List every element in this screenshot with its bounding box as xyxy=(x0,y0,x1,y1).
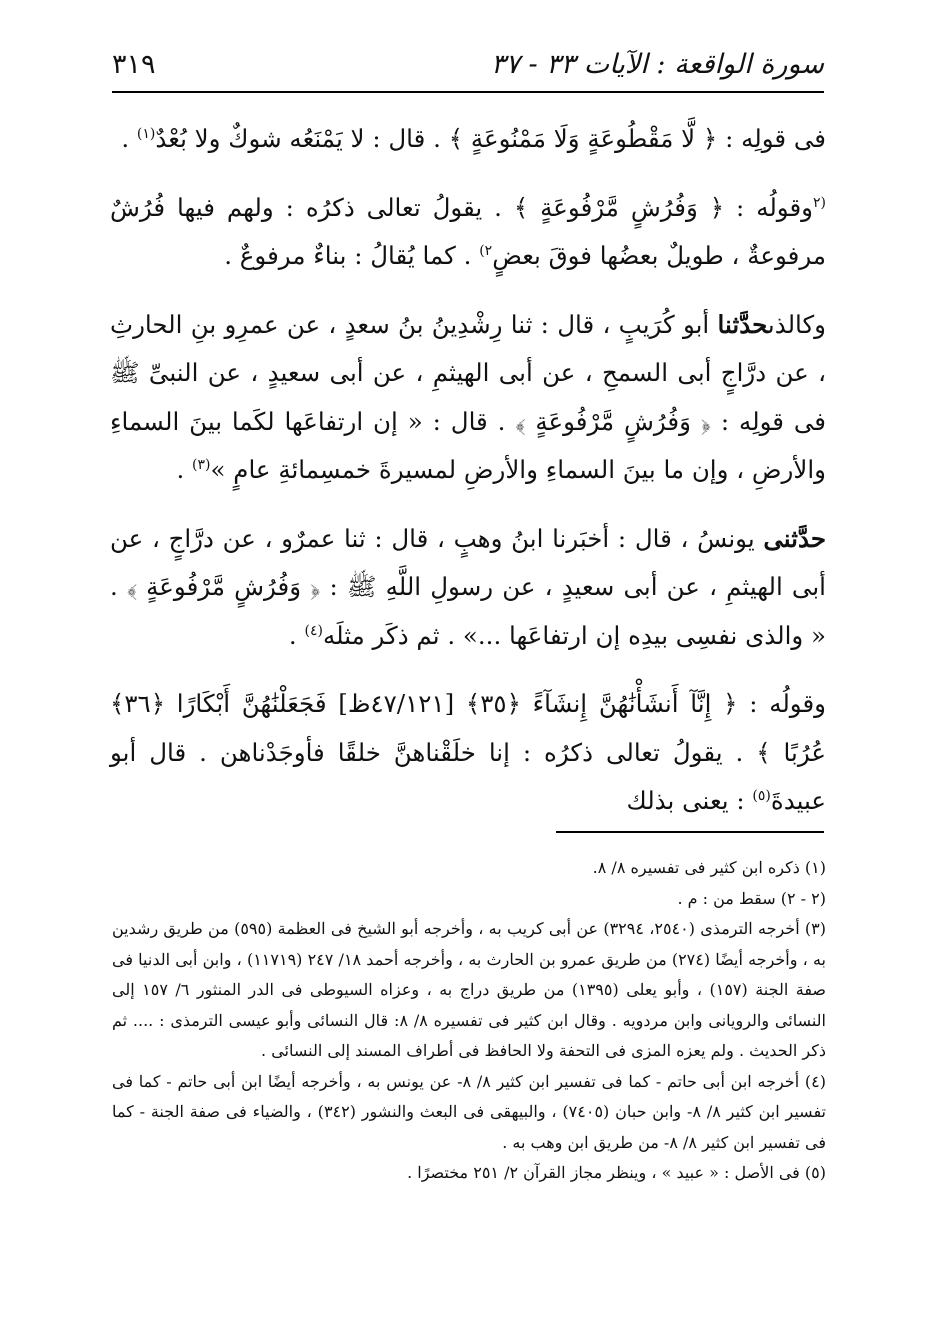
footnote-3: (٣) أخرجه الترمذى (٢٥٤٠، ٣٢٩٤) عن أبى كريب به ، وأخرجه أبو الشيخ فى العظمة (٥٩٥) من طريق رشدين به ، وأخرجه أيضًا (٢٧٤) من طريق عمرو بن الحارث به ، وأخرجه أحمد ١٨/ ٢٤٧ (١١٧١٩) ، وابن أبى الدنيا فى صفة الجنة (١٥٧) ، وأبو يعلى (١٣٩٥) من طريق دراج به ، وعزاه السيوطى فى الدر المنثور ٦/ ١٥٧ إلى النسائى والرويانى وابن مردويه . وقال ابن كثير فى تفسيره ٨/ ٨: قال النسائى وأبو عيسى الترمذى : .... ثم ذكر الحديث . ولم يعزه المزى فى التحفة ولا الحافظ فى أطراف المسند إلى النسائى . xyxy=(112,919,827,1060)
text-run: وقولُه : xyxy=(749,689,826,718)
footnote-marker: (٥) xyxy=(752,787,771,804)
quran-quote: ﴿ وَفُرُشٍ مَّرْفُوعَةٍ ﴾ xyxy=(513,192,725,222)
footnote-2: (٢ - ٢) سقط من : م . xyxy=(677,888,826,908)
text-run: . xyxy=(121,124,130,153)
omission-marker-start: (٢ xyxy=(813,194,826,211)
text-run: . « والذى نفسِى بيدِه إن ارتفاعَها ...» . ثم ذكَر مثلَه xyxy=(110,572,826,650)
text-run: : يعنى بذلك xyxy=(626,786,745,815)
main-text xyxy=(110,115,826,846)
quran-quote: ﴿ إِنَّآ أَنشَأْنَٰهُنَّ إِنشَآءً ﴿٣٥﴾ xyxy=(465,689,738,718)
text-run: أبو كُرَيبٍ ، قال : ثنا رِشْدِينُ بنُ سعدٍ ، عن عمرِو بنِ الحارثِ ، عن درَّاجٍ أبى السمحِ ، عن أبى الهيثمِ ، عن أبى سعيدٍ ، عن النبىِّ ﷺ فى قولِه : xyxy=(110,309,826,436)
footnote-4: (٤) أخرجه ابن أبى حاتم - كما فى تفسير ابن كثير ٨/ ٨- عن يونس به ، وأخرجه أيضًا ابن أبى حاتم - كما فى تفسير ابن كثير ٨/ ٨- وابن حبان (٧٤٠٥) ، والبيهقى فى البعث والنشور (٣٤٢) ، والضياء فى صفة الجنة - كما فى تفسير ابن كثير ٨/ ٨- من طريق ابن وهب به . xyxy=(112,1071,827,1152)
paragraph-2 xyxy=(110,184,826,281)
paragraph-4 xyxy=(110,515,826,661)
footnote-marker: (٣) xyxy=(192,456,211,473)
paragraph-1 xyxy=(110,115,826,164)
footnote-1: (١) ذكره ابن كثير فى تفسيره ٨/ ٨. xyxy=(592,858,826,877)
omission-marker-end: ٢) xyxy=(479,242,493,259)
text-run: . كما يُقالُ : بناءٌ مرفوعٌ . xyxy=(224,241,472,270)
footnote-marker: (٤) xyxy=(304,622,323,639)
footnotes xyxy=(112,853,826,1189)
footnote-marker: (١) xyxy=(136,125,156,142)
page-number: ٣١٩ xyxy=(112,49,156,80)
text-run: فى قولِه : xyxy=(725,124,826,153)
quran-quote: فَجَعَلْنَٰهُنَّ أَبْكَارًا ﴿٣٦﴾ عُرُبًا ﴾ xyxy=(110,689,826,767)
paragraph-3 xyxy=(110,301,826,495)
text-run: وقولُه : xyxy=(736,192,813,222)
text-run: يونسُ ، قال : أخبَرنا ابنُ وهبٍ ، قال : ثنا عمرٌو ، عن درَّاجٍ ، عن أبى الهيثمِ ، عن أبى سعيدٍ ، عن رسولِ اللَّهِ ﷺ : xyxy=(110,523,826,601)
surah-title: سورة الواقعة : الآيات ٣٣ - ٣٧ xyxy=(490,49,824,80)
footnote-separator xyxy=(556,831,824,833)
text-run: وكالذى xyxy=(767,309,826,339)
page-header xyxy=(112,40,824,80)
header-rule xyxy=(112,91,824,93)
text-run: . يقولُ تعالى ذكرُه : ولهم فيها فُرُشٌ مرفوعةٌ ، طويلٌ بعضُها فوقَ بعضٍ xyxy=(110,192,826,270)
hadith-chain-keyword: حدَّثنى xyxy=(763,523,826,553)
text-run: . قال : لا يَمْنَعُه شوكٌ ولا بُعْدٌ xyxy=(155,124,441,153)
manuscript-folio-ref: [٤٧/١٢١ظ] xyxy=(338,689,455,718)
text-run: . xyxy=(288,620,297,650)
text-run: . يقولُ تعالى ذكرُه : إنا خلَقْناهنَّ خلقًا فأوجَدْناهن . قال أبو عبيدةَ xyxy=(110,737,826,815)
footnote-5: (٥) فى الأصل : « عبيد » ، وينظر مجاز القرآن ٢/ ٢٥١ مختصرًا . xyxy=(407,1163,826,1182)
text-run: . قال : « إن ارتفاعَها لكَما بينَ السماءِ والأرضِ ، وإن ما بينَ السماءِ والأرضِ لمسيرةَ خمسِمائةِ عامٍ » xyxy=(110,406,826,484)
text-run: . xyxy=(176,455,185,484)
quran-quote: ﴿ لَّا مَقْطُوعَةٍ وَلَا مَمْنُوعَةٍ ﴾ xyxy=(448,124,718,153)
quran-quote: ﴿ وَفُرُشٍ مَّرْفُوعَةٍ ﴾ xyxy=(515,406,711,436)
hadith-chain-keyword: حدَّثنا xyxy=(717,309,768,339)
quran-quote: ﴿ وَفُرُشٍ مَّرْفُوعَةٍ ﴾ xyxy=(126,572,321,601)
paragraph-5 xyxy=(110,680,826,826)
